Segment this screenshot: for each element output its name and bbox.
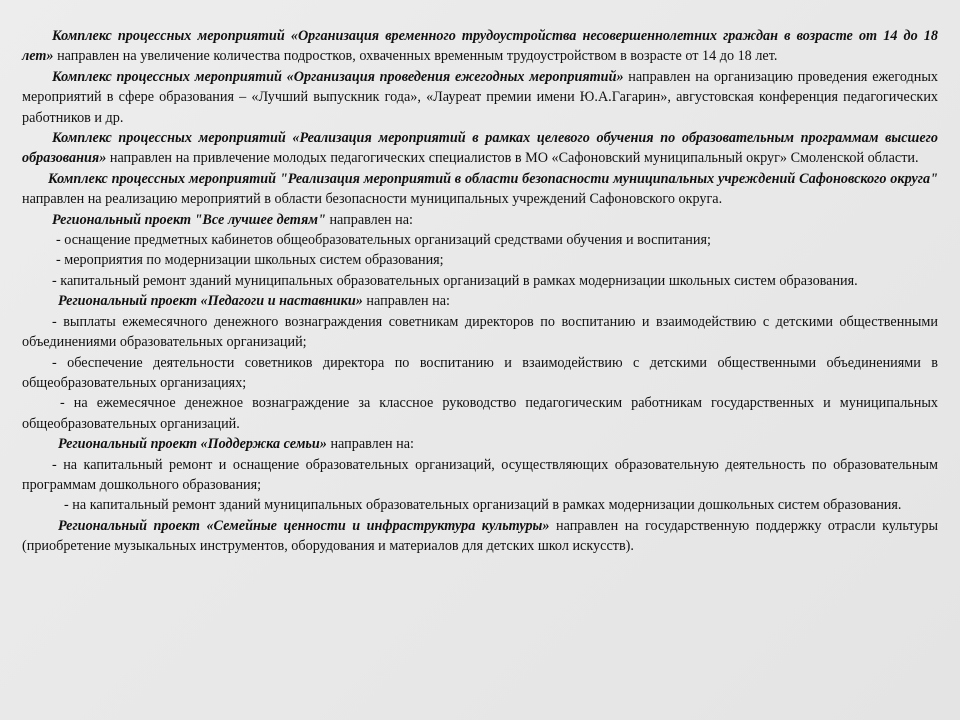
paragraph-family-values-culture [22,516,938,557]
paragraph-targeted-training [22,128,938,169]
list-item [22,393,938,434]
paragraph-heading: Региональный проект «Педагоги и наставники» [58,293,363,310]
list-item-text: - оснащение предметных кабинетов общеобразовательных организаций средствами обучения и воспитания; [56,232,711,249]
list-item [22,353,938,394]
paragraph-heading: Комплекс процессных мероприятий «Реализация мероприятий в рамках целевого обучения по образовательным программам высшего образования» [22,130,938,167]
list-item-text: - мероприятия по модернизации школьных систем образования; [56,252,444,269]
paragraph-heading: Региональный проект «Семейные ценности и инфраструктура культуры» [58,517,550,534]
list-item-text: - на капитальный ремонт зданий муниципальных образовательных организаций в рамках модернизации дошкольных систем образования. [64,497,902,514]
list-item [22,495,938,515]
list-item [22,271,938,291]
paragraph-heading: Региональный проект "Все лучшее детям" [52,211,326,228]
paragraph-employment [22,26,938,67]
paragraph-heading: Региональный проект «Поддержка семьи» [58,436,327,453]
paragraph-annual-events [22,67,938,128]
paragraph-text: направлен на организацию проведения ежегодных мероприятий в сфере образования – «Лучший выпускник года», «Лауреат премии имени Ю.А.Гагарин», августовская конференция педагогических работников и др. [22,68,938,126]
paragraph-text: направлен на государственную поддержку отрасли культуры (приобретение музыкальных инструментов, оборудования и материалов для детских школ искусств). [22,517,938,555]
document-body [22,26,938,557]
list-item-text: - обеспечение деятельности советников директора по воспитанию и взаимодействию с детскими общественными объединениями в общеобразовательных организациях; [22,354,938,391]
list-item-text: - на капитальный ремонт и оснащение образовательных организаций, осуществляющих образовательную деятельность по образовательным программам дошкольного образования; [22,456,938,493]
paragraph-text: направлен на: [325,211,413,228]
paragraph-safety [22,169,938,210]
list-item [22,312,938,353]
list-item [22,230,938,250]
list-item-text: - капитальный ремонт зданий муниципальных образовательных организаций в рамках модернизации школьных систем образования. [52,272,858,289]
list-item [22,455,938,496]
paragraph-text: направлен на увеличение количества подростков, охваченных временным трудоустройством в возрасте от 14 до 18 лет. [53,48,778,65]
paragraph-text: направлен на: [326,436,414,453]
list-item [22,250,938,270]
paragraph-teachers-mentors [22,291,938,311]
list-item-text: - на ежемесячное денежное вознаграждение за классное руководство педагогическим работникам государственных и муниципальных общеобразовательных организаций. [22,395,938,432]
paragraph-text: направлен на реализацию мероприятий в области безопасности муниципальных учреждений Сафоновского округа. [22,191,723,208]
paragraph-family-support [22,434,938,454]
list-item-text: - выплаты ежемесячного денежного вознаграждения советникам директоров по воспитанию и взаимодействию с детскими общественными объединениями образовательных организаций; [22,313,938,351]
paragraph-heading: Комплекс процессных мероприятий «Организация временного трудоустройства несовершеннолетних граждан в возрасте от 14 до 18 лет» [22,28,938,65]
paragraph-text: направлен на привлечение молодых педагогических специалистов в МО «Сафоновский муниципальный округ» Смоленской области. [106,150,919,167]
paragraph-best-for-children [22,210,938,230]
paragraph-heading: Комплекс процессных мероприятий "Реализация мероприятий в области безопасности муниципальных учреждений Сафоновского округа" [48,170,938,187]
paragraph-heading: Комплекс процессных мероприятий «Организация проведения ежегодных мероприятий» [52,68,624,85]
paragraph-text: направлен на: [362,293,450,310]
